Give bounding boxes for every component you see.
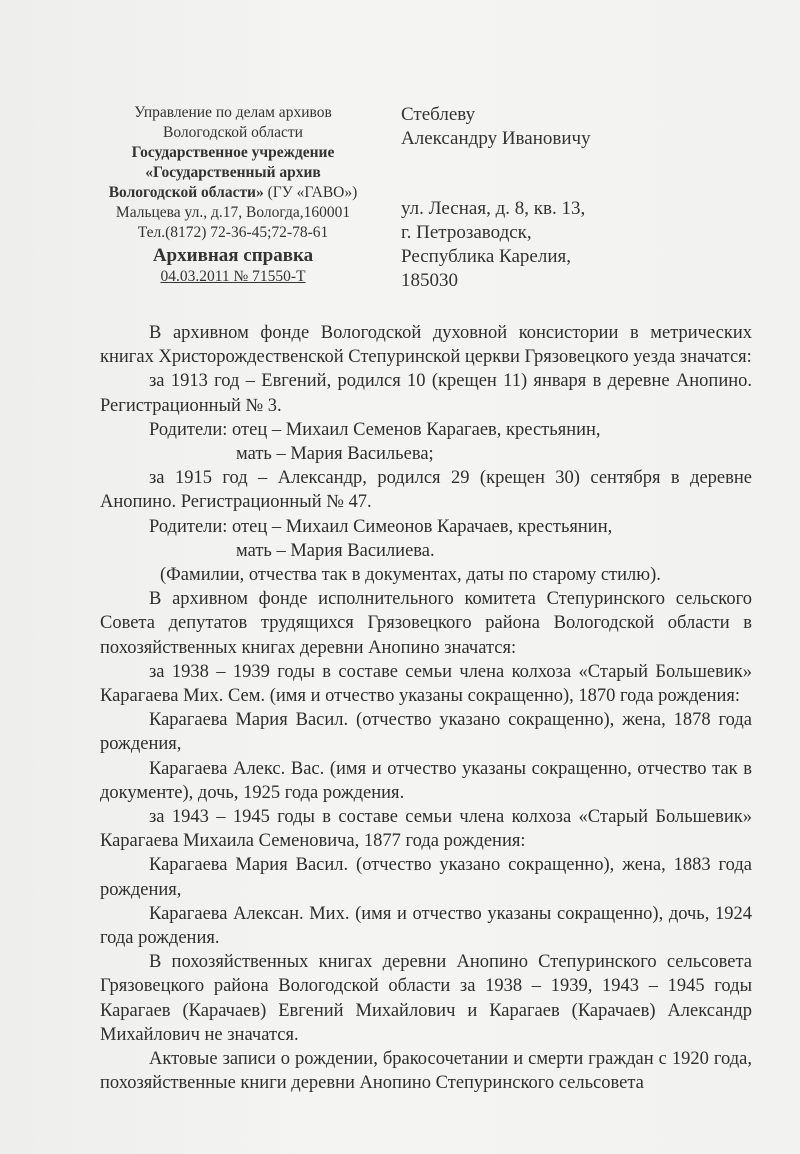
dept-line-1: Управление по делам архивов (134, 104, 332, 121)
paragraph: Карагаева Мария Васил. (отчество указано сокращенно), жена, 1878 года рождения, (100, 710, 752, 755)
document-reference: 04.03.2011 № 71550-Т (160, 268, 306, 285)
institution-line-2: «Государственный архив (145, 164, 321, 181)
paragraph: Карагаева Алексан. Мих. (имя и отчество указаны сокращенно), дочь, 1924 года рождения. (100, 903, 752, 949)
dept-line-2: Вологодской области (163, 124, 303, 141)
document-title: Архивная справка (152, 245, 314, 266)
recipient-surname: Стеблеву (401, 104, 476, 125)
paragraph: Карагаева Алекс. Вас. (имя и отчество указаны сокращенно, отчество так в документе), дочь, 1925 года рождения. (100, 758, 752, 803)
paragraph: Родители: отец – Михаил Семенов Карагаев, крестьянин, (149, 419, 601, 440)
paragraph: Актовые записи о рождении, бракосочетании и смерти граждан с 1920 года, похозяйственные книги деревни Анопино Степуринского сельсовета (100, 1049, 752, 1094)
recipient-street: ул. Лесная, д. 8, кв. 13, (401, 198, 586, 219)
paragraph: В похозяйственных книгах деревни Анопино Степуринского сельсовета Грязовецкого района Вологодской области за 1938 – 1939, 1943 – 1945 годы Карагаев (Карачаев) Евгений Михайлович и Карагаев (Карачаев) Александр Михайлович не значатся. (100, 952, 752, 1045)
sender-block (84, 103, 382, 287)
paragraph: В архивном фонде Вологодской духовной консистории в метрических книгах Христорождественской Степуринской церкви Грязовецкого уезда значатся: (100, 323, 752, 368)
paragraph: за 1943 – 1945 годы в составе семьи члена колхоза «Старый Большевик» Карагаева Михаила Семеновича, 1877 года рождения: (100, 807, 752, 852)
paragraph: (Фамилии, отчества так в документах, даты по старому стилю). (160, 565, 661, 586)
paragraph: за 1938 – 1939 годы в составе семьи члена колхоза «Старый Большевик» Карагаева Мих. Сем. (имя и отчество указаны сокращенно), 1870 года рождения: (100, 661, 752, 707)
recipient-region: Республика Карелия, (401, 246, 571, 267)
recipient-city: г. Петрозаводск, (401, 222, 532, 243)
paragraph: мать – Мария Василиева. (236, 540, 435, 561)
paragraph: Родители: отец – Михаил Симеонов Карачаев, крестьянин, (149, 516, 613, 537)
paragraph: мать – Мария Васильева; (236, 444, 434, 465)
paragraph: Карагаева Мария Васил. (отчество указано сокращенно), жена, 1883 года рождения, (100, 855, 752, 900)
paragraph: за 1913 год – Евгений, родился 10 (крещен 11) января в деревне Анопино. Регистрационный № 3. (100, 371, 752, 416)
recipient-block (401, 103, 701, 293)
sender-phone: Тел.(8172) 72-36-45;72-78-61 (137, 224, 329, 241)
recipient-zip: 185030 (401, 270, 458, 291)
institution-line-3: Вологодской области» (ГУ «ГАВО») (108, 184, 358, 201)
sender-address: Мальцева ул., д.17, Вологда,160001 (115, 204, 351, 221)
document-body (100, 321, 752, 1096)
paragraph: за 1915 год – Александр, родился 29 (крещен 30) сентября в деревне Анопино. Регистрационный № 47. (100, 468, 752, 513)
institution-line-1: Государственное учреждение (131, 144, 335, 161)
recipient-name: Александру Ивановичу (401, 128, 591, 149)
paragraph: В архивном фонде исполнительного комитета Степуринского сельского Совета депутатов трудящихся Грязовецкого района Вологодской области в похозяйственных книгах деревни Анопино значатся: (100, 589, 752, 658)
